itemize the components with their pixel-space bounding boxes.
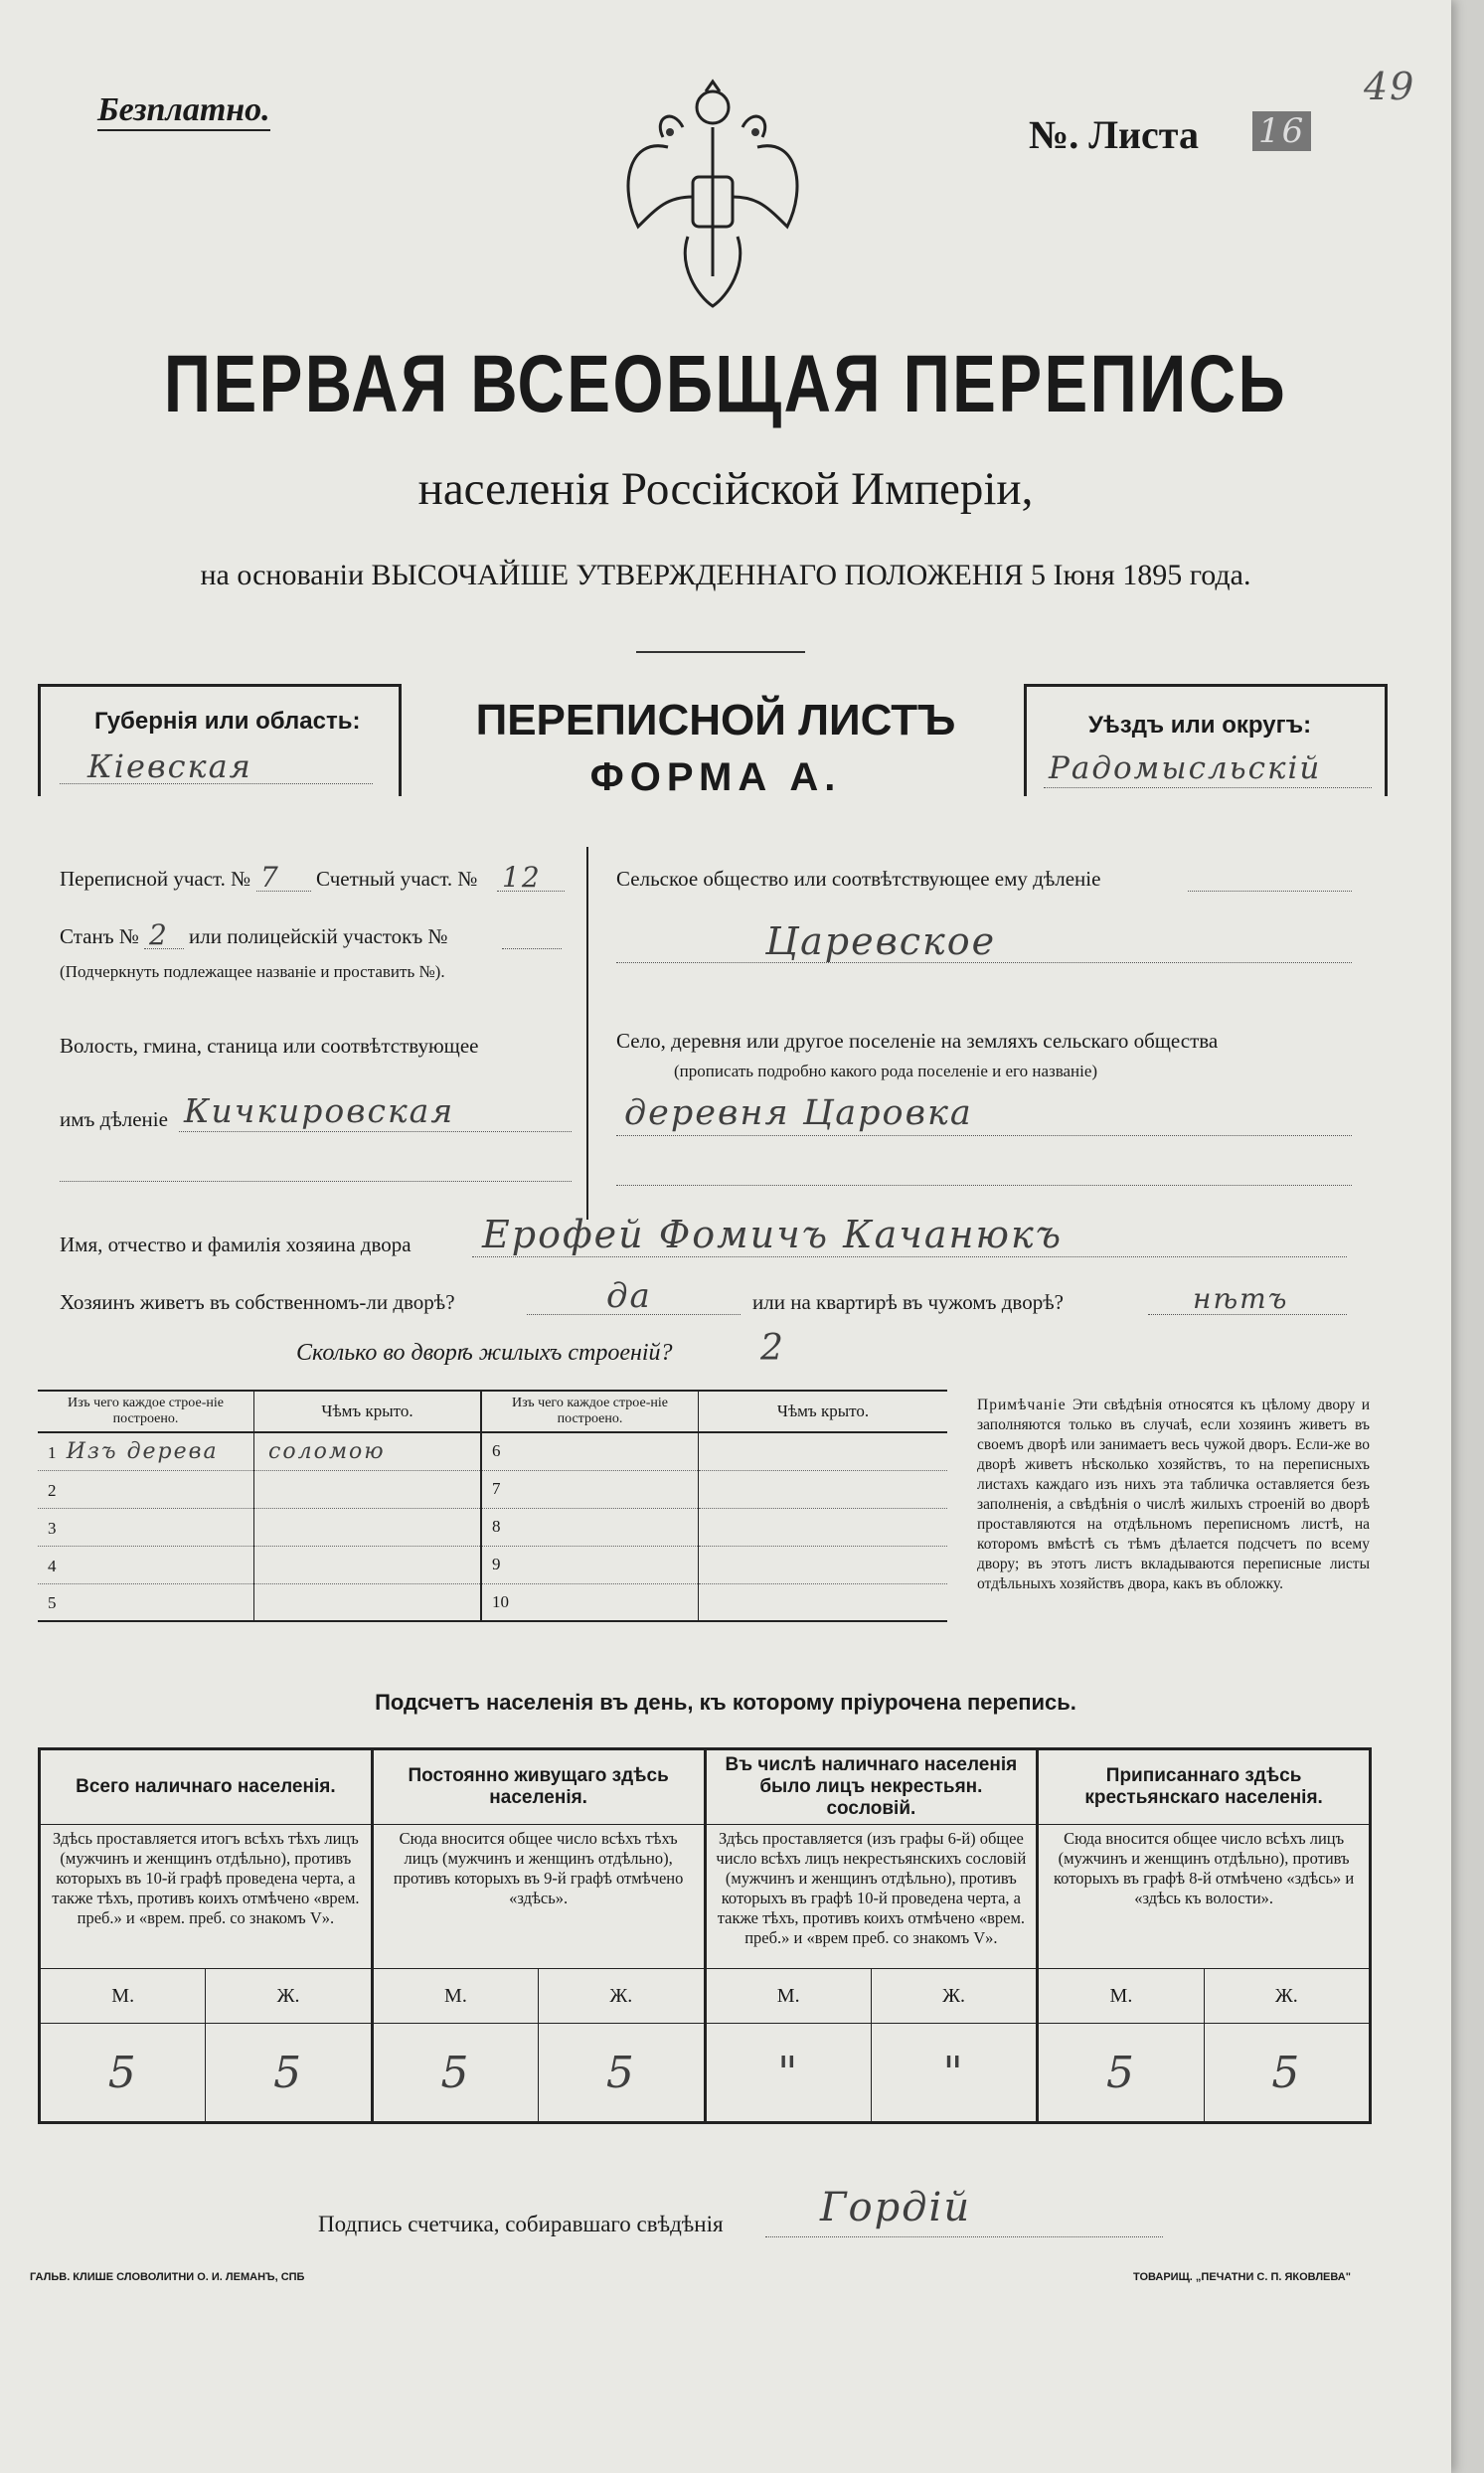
row-number: 4 [48, 1556, 57, 1575]
census-district-value: 7 [260, 861, 280, 894]
form-title: ФОРМА А. [589, 755, 842, 799]
count-district-value: 12 [502, 861, 542, 894]
subtitle: населенія Россійской Имперіи, [417, 463, 1034, 515]
double-headed-eagle-emblem [608, 78, 817, 316]
buildings-row [38, 1432, 947, 1470]
count-district-label: Счетный участ. № [316, 867, 478, 891]
row-number: 2 [48, 1480, 57, 1500]
note-block [977, 1396, 1370, 1594]
buildings-table: Изъ чего каждое строе-ніе построено. Чѣмъ крыто. Изъ чего каждое строе-ніе построено. Чѣмъ крыто. 1 Изъ дерева соломою 6 2 7 3 8 4 9 5 10 [38, 1390, 947, 1622]
ornament-divider [636, 651, 805, 653]
material-value: Изъ дерева [66, 1438, 219, 1464]
male-count: 5 [40, 2024, 206, 2123]
summary-column-desc: Сюда вносится общее число всѣхъ тѣхъ лицъ (мужчинъ и женщинъ отдѣльно), противъ которыхъ въ 9-й графѣ отмѣчено «здѣсь». [372, 1825, 705, 1969]
corner-number: 49 [1364, 65, 1416, 108]
female-label: Ж. [539, 1969, 705, 2024]
buildings-row [38, 1508, 947, 1546]
volost-value: Кичкировская [184, 1091, 455, 1130]
signature-value: Гордій [820, 2185, 972, 2230]
roof-value [254, 1546, 482, 1583]
female-count: 5 [539, 2024, 705, 2123]
female-label: Ж. [206, 1969, 372, 2024]
free-label: Безплатно. [97, 91, 270, 131]
underline-note: (Подчеркнуть подлежащее названіе и проставить №). [60, 962, 445, 981]
sheet-number-label: №. Листа [1029, 112, 1199, 157]
uezd-value: Радомысльскій [1049, 750, 1322, 786]
population-summary-table [38, 1747, 1372, 2124]
volost-label: Волость, гмина, станица или соотвѣтствующее [60, 1034, 479, 1058]
sheet-number-value: 16 [1252, 111, 1311, 151]
owner-label: Имя, отчество и фамилія хозяина двора [60, 1233, 412, 1256]
row-number: 9 [481, 1546, 699, 1583]
own-yard-label: Хозяинъ живетъ въ собственномъ-ли дворѣ? [60, 1290, 455, 1314]
female-label: Ж. [871, 1969, 1037, 2024]
main-title: ПЕРВАЯ ВСЕОБЩАЯ ПЕРЕПИСЬ [163, 339, 1288, 429]
signature-label: Подпись счетчика, собиравшаго свѣдѣнія [318, 2212, 724, 2236]
male-count: " [705, 2024, 871, 2123]
summary-column-head: Постоянно живущаго здѣсь населенія. [372, 1749, 705, 1825]
male-count: 5 [372, 2024, 538, 2123]
male-count: 5 [1038, 2024, 1204, 2123]
uezd-label: Уѣздъ или округъ: [1088, 712, 1312, 739]
buildings-row [38, 1546, 947, 1583]
row-number: 10 [481, 1583, 699, 1621]
male-label: М. [40, 1969, 206, 2024]
stan-value: 2 [149, 918, 169, 951]
rent-value: нѣтъ [1193, 1282, 1289, 1315]
roof-value [254, 1470, 482, 1508]
society-label: Сельское общество или соотвѣтствующее ему дѣленіе [616, 867, 1101, 891]
own-yard-value: да [606, 1276, 652, 1316]
female-count: 5 [1271, 2047, 1302, 2098]
row-number: 1 [48, 1442, 57, 1462]
male-label: М. [372, 1969, 538, 2024]
stan-label: Станъ № [60, 924, 139, 948]
roof-value: соломою [254, 1432, 482, 1470]
buildings-label: Сколько во дворѣ жилыхъ строеній? [296, 1340, 673, 1366]
footer-left: ГАЛЬВ. КЛИШЕ СЛОВОЛИТНИ О. И. ЛЕМАНЪ, СПБ [30, 2271, 305, 2283]
female-label: Ж. [1204, 1969, 1370, 2024]
buildings-row [38, 1470, 947, 1508]
row-number: 6 [481, 1432, 699, 1470]
column-divider [586, 847, 588, 1220]
summary-column-head: Всего наличнаго населенія. [40, 1749, 373, 1825]
male-label: М. [705, 1969, 871, 2024]
row-number: 3 [48, 1518, 57, 1538]
legal-basis: на основаніи ВЫСОЧАЙШЕ УТВЕРЖДЕННАГО ПОЛОЖЕНІЯ 5 Іюня 1895 года. [200, 559, 1251, 591]
summary-title: Подсчетъ населенія въ день, къ которому пріурочена перепись. [375, 1690, 1076, 1715]
summary-column-desc: Здѣсь проставляется итогъ всѣхъ тѣхъ лицъ (мужчинъ и женщинъ отдѣльно), противъ которыхъ въ 10-й графѣ проведена черта, а также тѣхъ, противъ коихъ отмѣчено «врем. преб.» и «врем. преб. со знакомъ V». [40, 1825, 373, 1969]
volost-label-2: имъ дѣленіе [60, 1107, 168, 1131]
female-count: 5 [206, 2024, 372, 2123]
village-value: деревня Царовка [624, 1093, 973, 1133]
summary-column-desc: Сюда вносится общее число всѣхъ лицъ (мужчинъ и женщинъ отдѣльно), противъ которыхъ въ графѣ 8-й отмѣчено «здѣсь» и «здѣсь къ волости». [1038, 1825, 1371, 1969]
village-note: (прописать подробно какого рода поселеніе и его названіе) [674, 1062, 1098, 1080]
sheet-title: ПЕРЕПИСНОЙ ЛИСТЪ [475, 696, 956, 744]
census-district-label: Переписной участ. № [60, 867, 251, 891]
gubernia-value: Кіевская [87, 747, 252, 785]
summary-column-desc: Здѣсь проставляется (изъ графы 6-й) общее число всѣхъ лицъ некрестьянскихъ сословій (мужчинъ и женщинъ отдѣльно), противъ которыхъ въ графѣ 10-й проведена черта, а также тѣхъ, противъ коихъ отмѣчено «врем. преб.» и «врем преб. со знакомъ V». [705, 1825, 1038, 1969]
buildings-row [38, 1583, 947, 1621]
gubernia-label: Губернія или область: [94, 708, 361, 735]
buildings-value: 2 [760, 1328, 785, 1369]
summary-column-head: Приписаннаго здѣсь крестьянскаго населенія. [1038, 1749, 1371, 1825]
footer-right: ТОВАРИЩ. „ПЕЧАТНИ С. П. ЯКОВЛЕВА" [1133, 2271, 1351, 2283]
owner-value: Ерофей Фомичъ Качанюкъ [482, 1213, 1064, 1256]
summary-column-head: Въ числѣ наличнаго населенія было лицъ некрестьян. сословій. [705, 1749, 1038, 1825]
female-count: " [871, 2024, 1037, 2123]
male-label: М. [1038, 1969, 1204, 2024]
note-text: Эти свѣдѣнія относятся къ цѣлому двору и заполняются только въ случаѣ, если хозяинъ живетъ въ своемъ дворѣ или занимаетъ весь чужой дворъ. Если-же во дворѣ живетъ нѣсколько хозяйствъ, то на переписныхъ листахъ каждаго изъ нихъ эта табличка оставляется безъ заполненія, а свѣдѣнія о числѣ жилыхъ строеній во дворѣ проставляются на отдѣльномъ переписномъ листѣ, на которомъ вмѣстѣ съ тѣмъ дѣлается подсчетъ по всему двору; въ этотъ листъ вкладываются переписные листы отдѣльныхъ хозяйствъ двора, какъ въ обложку. [977, 1397, 1371, 1592]
society-value: Царевское [765, 919, 997, 963]
row-number: 5 [48, 1593, 57, 1613]
police-label: или полицейскій участокъ № [189, 924, 448, 948]
note-head: Примѣчаніе [977, 1397, 1067, 1413]
roof-value [254, 1508, 482, 1546]
village-label: Село, деревня или другое поселеніе на земляхъ сельскаго общества [616, 1029, 1219, 1053]
rent-label: или на квартирѣ въ чужомъ дворѣ? [752, 1290, 1064, 1314]
row-number: 7 [481, 1470, 699, 1508]
roof-value [254, 1583, 482, 1621]
row-number: 8 [481, 1508, 699, 1546]
